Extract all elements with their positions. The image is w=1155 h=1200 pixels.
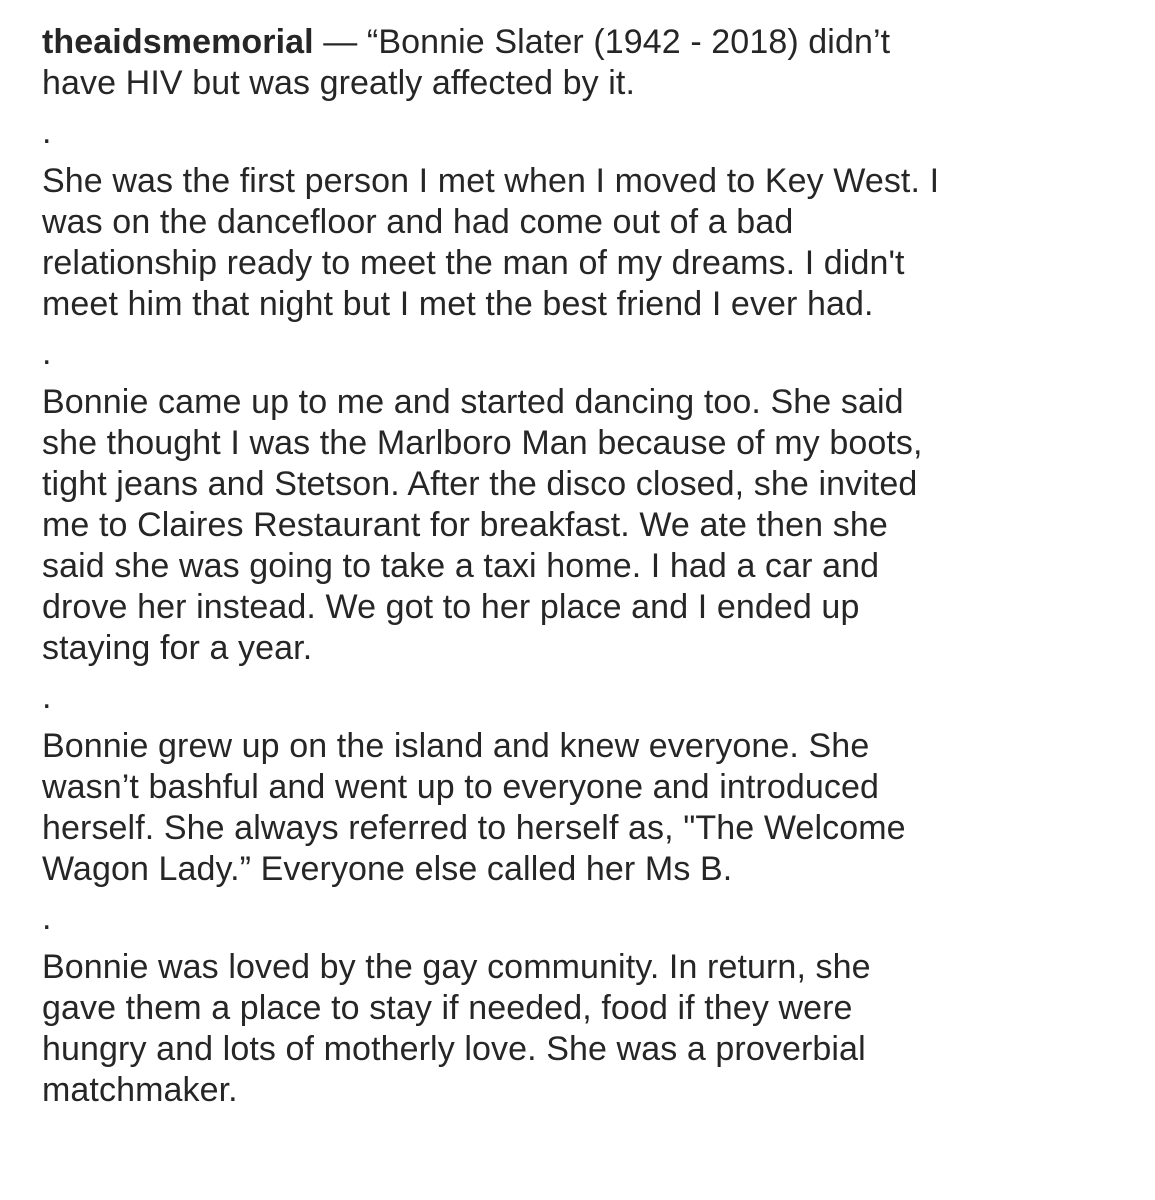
username-separator: — <box>313 23 367 61</box>
paragraph-2-line: she thought I was the Marlboro Man because of my boots, <box>42 424 923 462</box>
paragraph-4-line: hungry and lots of motherly love. She was a proverbial <box>42 1030 866 1068</box>
paragraph-3-line: Wagon Lady.” Everyone else called her Ms B. <box>42 850 733 888</box>
paragraph-2-line: said she was going to take a taxi home. I had a car and <box>42 547 880 585</box>
paragraph-3-line: Bonnie grew up on the island and knew everyone. She <box>42 727 870 765</box>
paragraph-4-line: Bonnie was loved by the gay community. In return, she <box>42 948 871 986</box>
paragraph-1-line: meet him that night but I met the best friend I ever had. <box>42 285 874 323</box>
paragraph-1-line: was on the dancefloor and had come out of a bad <box>42 203 794 241</box>
paragraph-dot-separator: . <box>42 678 52 716</box>
paragraph-1-line: relationship ready to meet the man of my dreams. I didn't <box>42 244 905 282</box>
paragraph-2-line: drove her instead. We got to her place and I ended up <box>42 588 860 626</box>
paragraph-dot-separator: . <box>42 113 52 151</box>
paragraph-4-line: matchmaker. <box>42 1071 238 1109</box>
caption-line: have HIV but was greatly affected by it. <box>42 64 636 102</box>
paragraph-2-line: tight jeans and Stetson. After the disco closed, she invited <box>42 465 918 503</box>
paragraph-3-line: herself. She always referred to herself as, "The Welcome <box>42 809 906 847</box>
paragraph-4-line: gave them a place to stay if needed, food if they were <box>42 989 853 1027</box>
paragraph-dot-separator: . <box>42 334 52 372</box>
paragraph-3-line: wasn’t bashful and went up to everyone and introduced <box>42 768 879 806</box>
paragraph-2-line: me to Claires Restaurant for breakfast. We ate then she <box>42 506 888 544</box>
username-link[interactable]: theaidsmemorial <box>42 23 314 61</box>
caption-line <box>42 22 1125 63</box>
paragraph-dot-separator: . <box>42 899 52 937</box>
paragraph-2-line: staying for a year. <box>42 629 313 667</box>
caption-text: “Bonnie Slater (1942 - 2018) didn’t <box>366 23 891 61</box>
paragraph-1-line: She was the first person I met when I moved to Key West. I <box>42 162 940 200</box>
paragraph-2-line: Bonnie came up to me and started dancing too. She said <box>42 383 904 421</box>
